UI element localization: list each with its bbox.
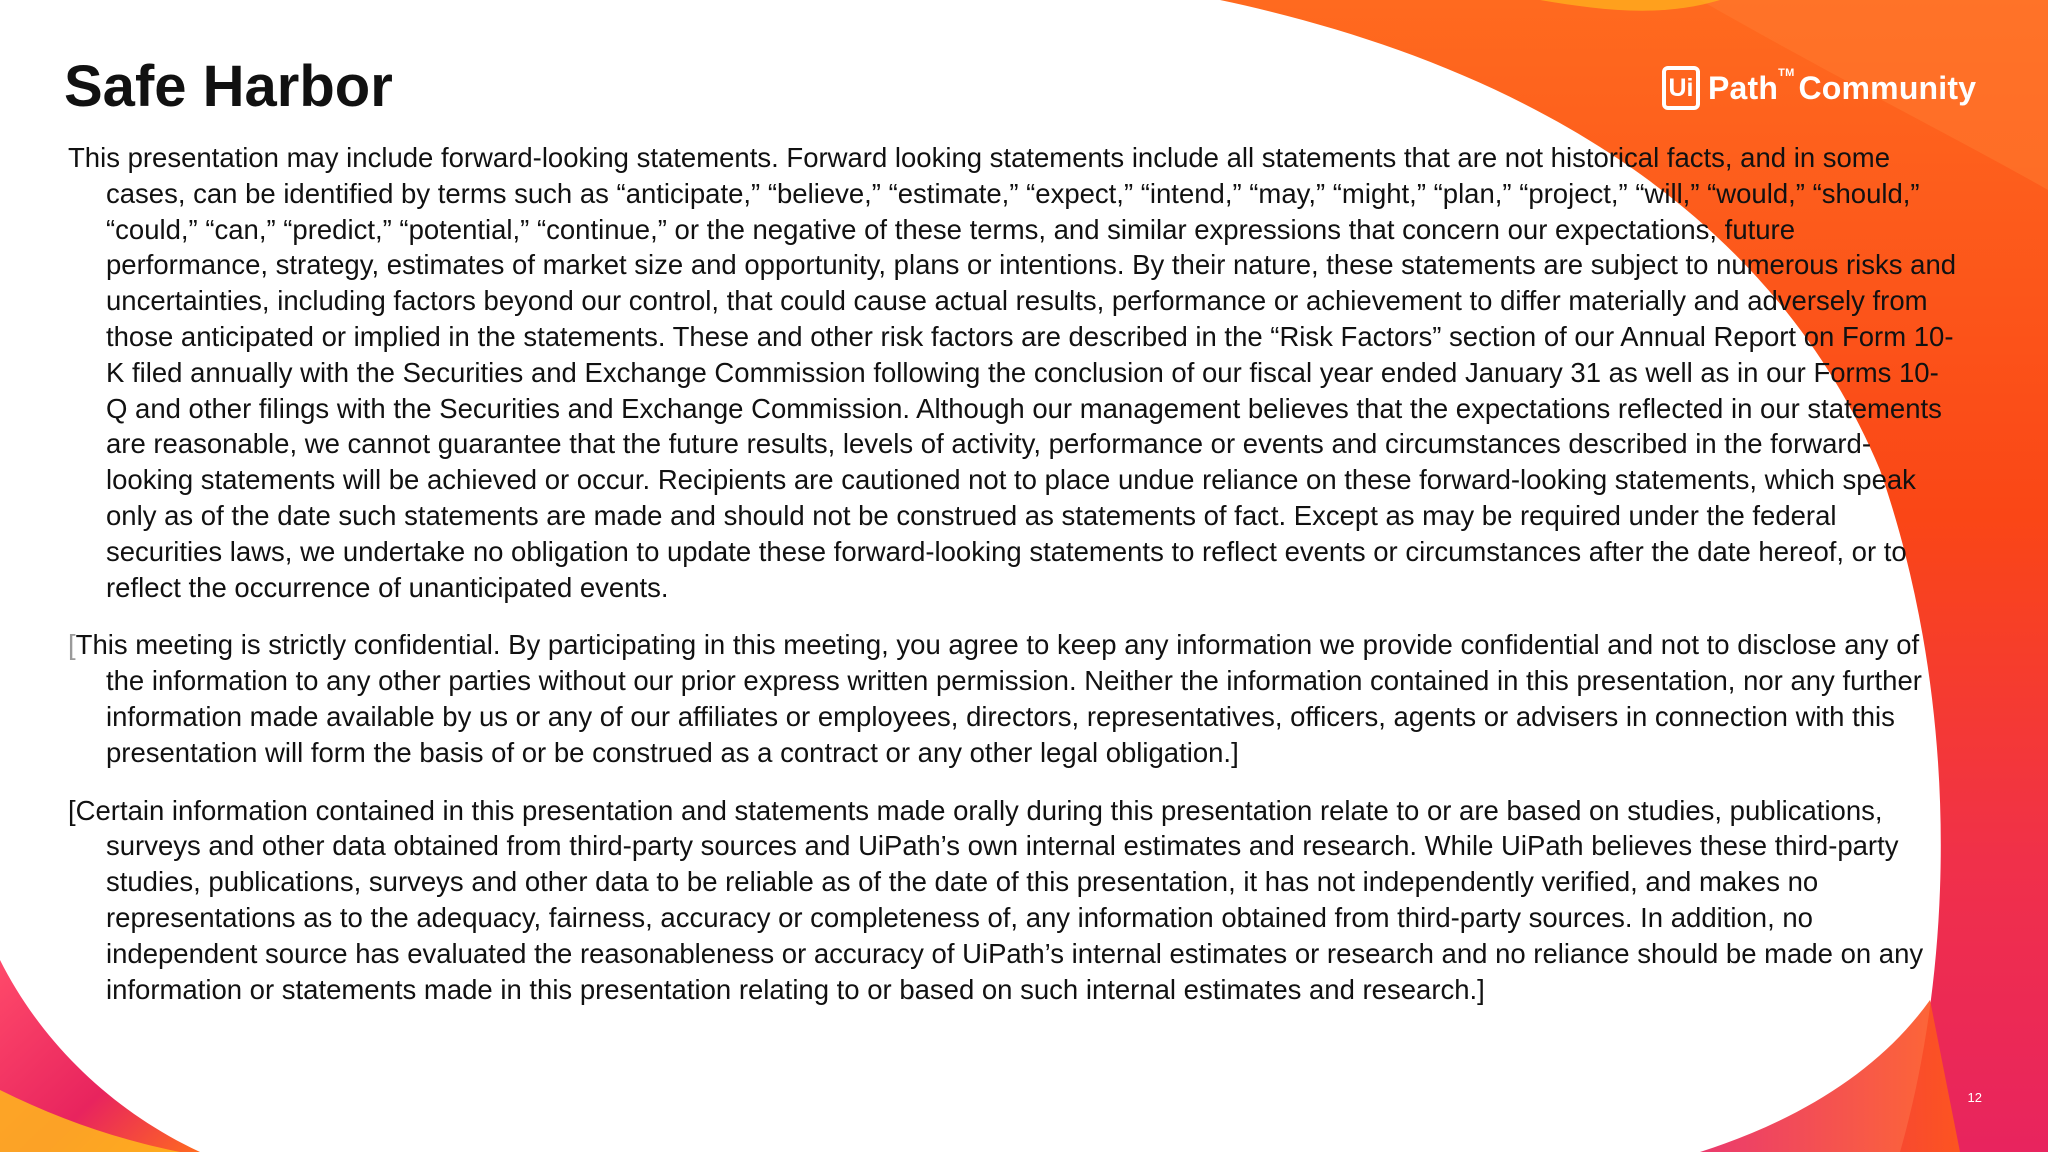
logo-text-path: Path xyxy=(1708,70,1779,106)
page-number: 12 xyxy=(1967,1090,1982,1105)
paragraph-third-party xyxy=(68,793,1958,1008)
paragraph-forward-looking xyxy=(68,140,1958,605)
open-bracket: [ xyxy=(68,629,76,661)
paragraph-text: [Certain information contained in this presentation and statements made orally during this presentation relate to or are based on studies, publications, surveys and other data obtained from third-party sources and UiPath’s own internal estimates and research. While UiPath believes these third-party studies, publications, surveys and other data to be reliable as of the date of this presentation, it has not independently verified, and makes no representations as to the adequacy, fairness, accuracy or completeness of, any information obtained from third-party sources. In addition, no independent source has evaluated the reasonableness or accuracy of UiPath’s internal estimates or research and no reliance should be made on any information or statements made in this presentation relating to or based on such internal estimates and research.] xyxy=(68,794,1924,1005)
paragraph-confidential xyxy=(68,627,1958,770)
disclaimer-body xyxy=(68,140,1958,1029)
uipath-community-logo xyxy=(1662,62,1976,114)
paragraph-text: This presentation may include forward-looking statements. Forward looking statements include all statements that are not historical facts, and in some cases, can be identified by terms such as “anticipate,” “believe,” “estimate,” “expect,” “intend,” “may,” “might,” “plan,” “project,” “will,” “would,” “should,” “could,” “can,” “predict,” “potential,” “continue,” or the negative of these terms, and similar expressions that concern our expectations, future performance, strategy, estimates of market size and opportunity, plans or intentions. By their nature, these statements are subject to numerous risks and uncertainties, including factors beyond our control, that could cause actual results, performance or achievement to differ materially and adversely from those anticipated or implied in the statements. These and other risk factors are described in the “Risk Factors” section of our Annual Report on Form 10-K filed annually with the Securities and Exchange Commission following the conclusion of our fiscal year ended January 31 as well as in our Forms 10-Q and other filings with the Securities and Exchange Commission. Although our management believes that the expectations reflected in our statements are reasonable, we cannot guarantee that the future results, levels of activity, performance or events and circumstances described in the forward-looking statements will be achieved or occur. Recipients are cautioned not to place undue reliance on these forward-looking statements, which speak only as of the date such statements are made and should not be construed as statements of fact. Except as may be required under the federal securities laws, we undertake no obligation to update these forward-looking statements to reflect events or circumstances after the date hereof, or to reflect the occurrence of unanticipated events. xyxy=(68,142,1957,603)
logo-text-community: Community xyxy=(1798,70,1977,106)
uipath-logo-mark: Ui xyxy=(1662,66,1700,110)
uipath-logo-wordmark xyxy=(1708,67,1977,106)
paragraph-text: This meeting is strictly confidential. By participating in this meeting, you agree to keep any information we provide confidential and not to disclose any of the information to any other parties without our prior express written permission. Neither the information contained in this presentation, nor any further information made available by us or any of our affiliates or employees, directors, representatives, officers, agents or advisers in connection with this presentation will form the basis of or be construed as a contract or any other legal obligation.] xyxy=(75,629,1922,768)
logo-trademark: TM xyxy=(1778,67,1795,79)
page-title: Safe Harbor xyxy=(64,54,393,119)
